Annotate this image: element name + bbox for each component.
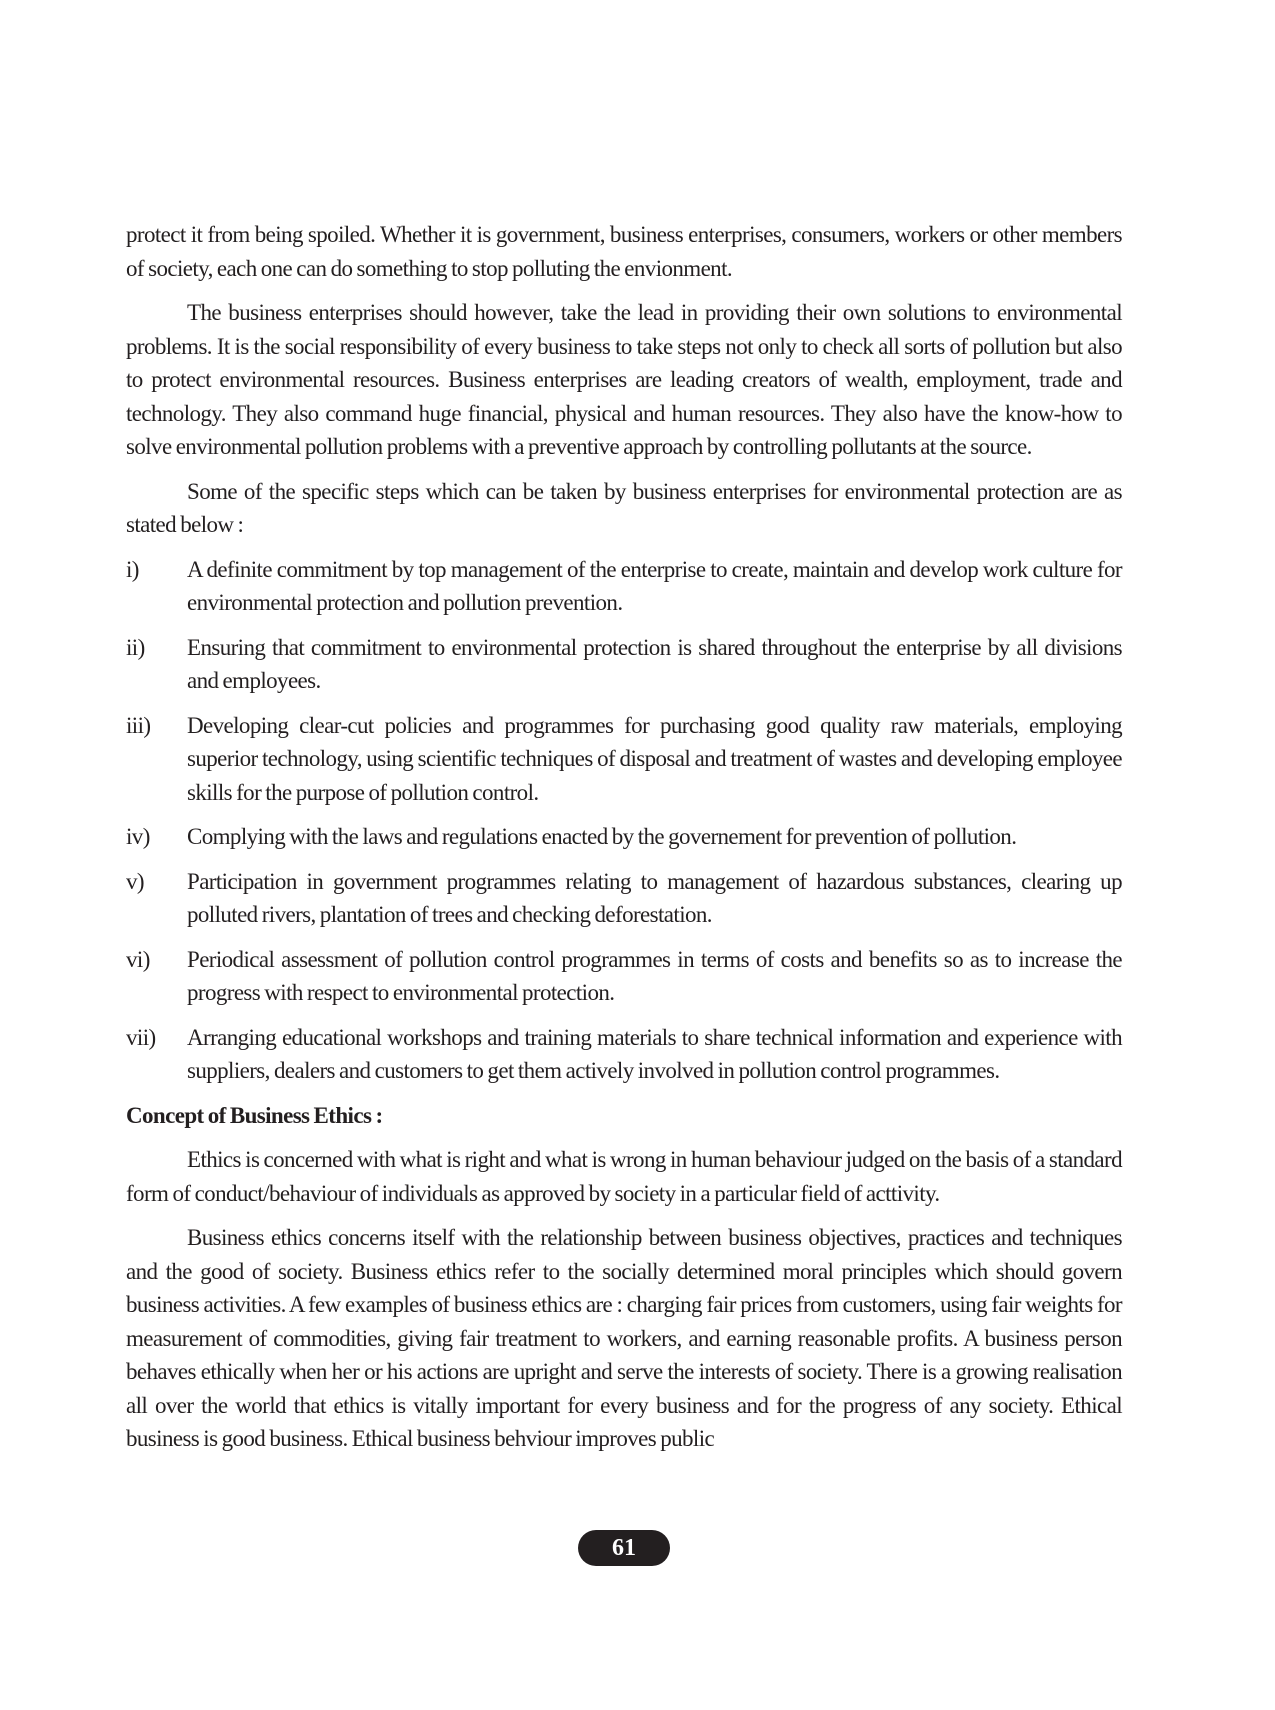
paragraph-ethics-definition: Ethics is concerned with what is right and what is wrong in human behaviour judged on the basis of a standard form of conduct/behaviour of individuals as approved by society in a particular field of acttivity. xyxy=(126,1147,1122,1206)
environmental-steps-list xyxy=(126,553,1122,1088)
section-heading: Concept of Business Ethics : xyxy=(126,1102,383,1128)
page-number-badge: 61 xyxy=(578,1530,670,1566)
list-item-number: v) xyxy=(126,868,144,894)
list-item-text: Ensuring that commitment to environmental protection is shared throughout the enterprise by all divisions and employees. xyxy=(187,634,1122,693)
list-item xyxy=(126,631,1122,698)
list-item xyxy=(126,553,1122,620)
list-item-text: Arranging educational workshops and training materials to share technical information and experience with suppliers, dealers and customers to get them actively involved in pollution control programmes. xyxy=(187,1024,1122,1083)
list-item-text: Participation in government programmes relating to management of hazardous substances, clearing up polluted rivers, plantation of trees and checking deforestation. xyxy=(187,868,1122,927)
list-item xyxy=(126,865,1122,932)
list-item-number: i) xyxy=(126,556,139,582)
list-item-number: vii) xyxy=(126,1024,156,1050)
list-item xyxy=(126,943,1122,1010)
list-item-text: Periodical assessment of pollution control programmes in terms of costs and benefits so as to increase the progress with respect to environmental protection. xyxy=(187,946,1122,1005)
list-item-number: vi) xyxy=(126,946,150,972)
list-item-text: Complying with the laws and regulations enacted by the governement for prevention of pollution. xyxy=(187,824,1017,849)
paragraph-business-ethics: Business ethics concerns itself with the relationship between business objectives, practices and techniques and the good of society. Business ethics refer to the socially determined moral principles which should govern business activities. A few examples of business ethics are : charging fair prices from customers, using fair weights for measurement of commodities, giving fair treatment to workers, and earning reasonable profits. A business person behaves ethically when her or his actions are upright and serve the interests of society. There is a growing realisation all over the world that ethics is vitally important for every business and for the progress of any society. Ethical business is good business. Ethical business behviour improves public xyxy=(126,1225,1122,1451)
list-item-text: A definite commitment by top management of the enterprise to create, maintain and develop work culture for environmental protection and pollution prevention. xyxy=(187,556,1122,615)
list-item-number: ii) xyxy=(126,634,145,660)
page-body xyxy=(126,218,1122,1467)
list-item-text: Developing clear-cut policies and programmes for purchasing good quality raw materials, employing superior technology, using scientific techniques of disposal and treatment of wastes and developing employee skills for the purpose of pollution control. xyxy=(187,712,1122,805)
paragraph-steps-intro: Some of the specific steps which can be taken by business enterprises for environmental protection are as stated below : xyxy=(126,478,1122,537)
list-item xyxy=(126,1021,1122,1088)
list-item xyxy=(126,820,1122,854)
paragraph-intro-continuation: protect it from being spoiled. Whether it is government, business enterprises, consumers, workers or other members of society, each one can do something to stop polluting the envionment. xyxy=(126,222,1122,281)
list-item-number: iii) xyxy=(126,712,151,738)
paragraph-business-lead: The business enterprises should however, take the lead in providing their own solutions to environmental problems. It is the social responsibility of every business to take steps not only to check all sorts of pollution but also to protect environmental resources. Business enterprises are leading creators of wealth, employment, trade and technology. They also command huge financial, physical and human resources. They also have the know-how to solve environmental pollution problems with a preventive approach by controlling pollutants at the source. xyxy=(126,300,1122,459)
list-item-number: iv) xyxy=(126,824,150,849)
list-item xyxy=(126,709,1122,810)
